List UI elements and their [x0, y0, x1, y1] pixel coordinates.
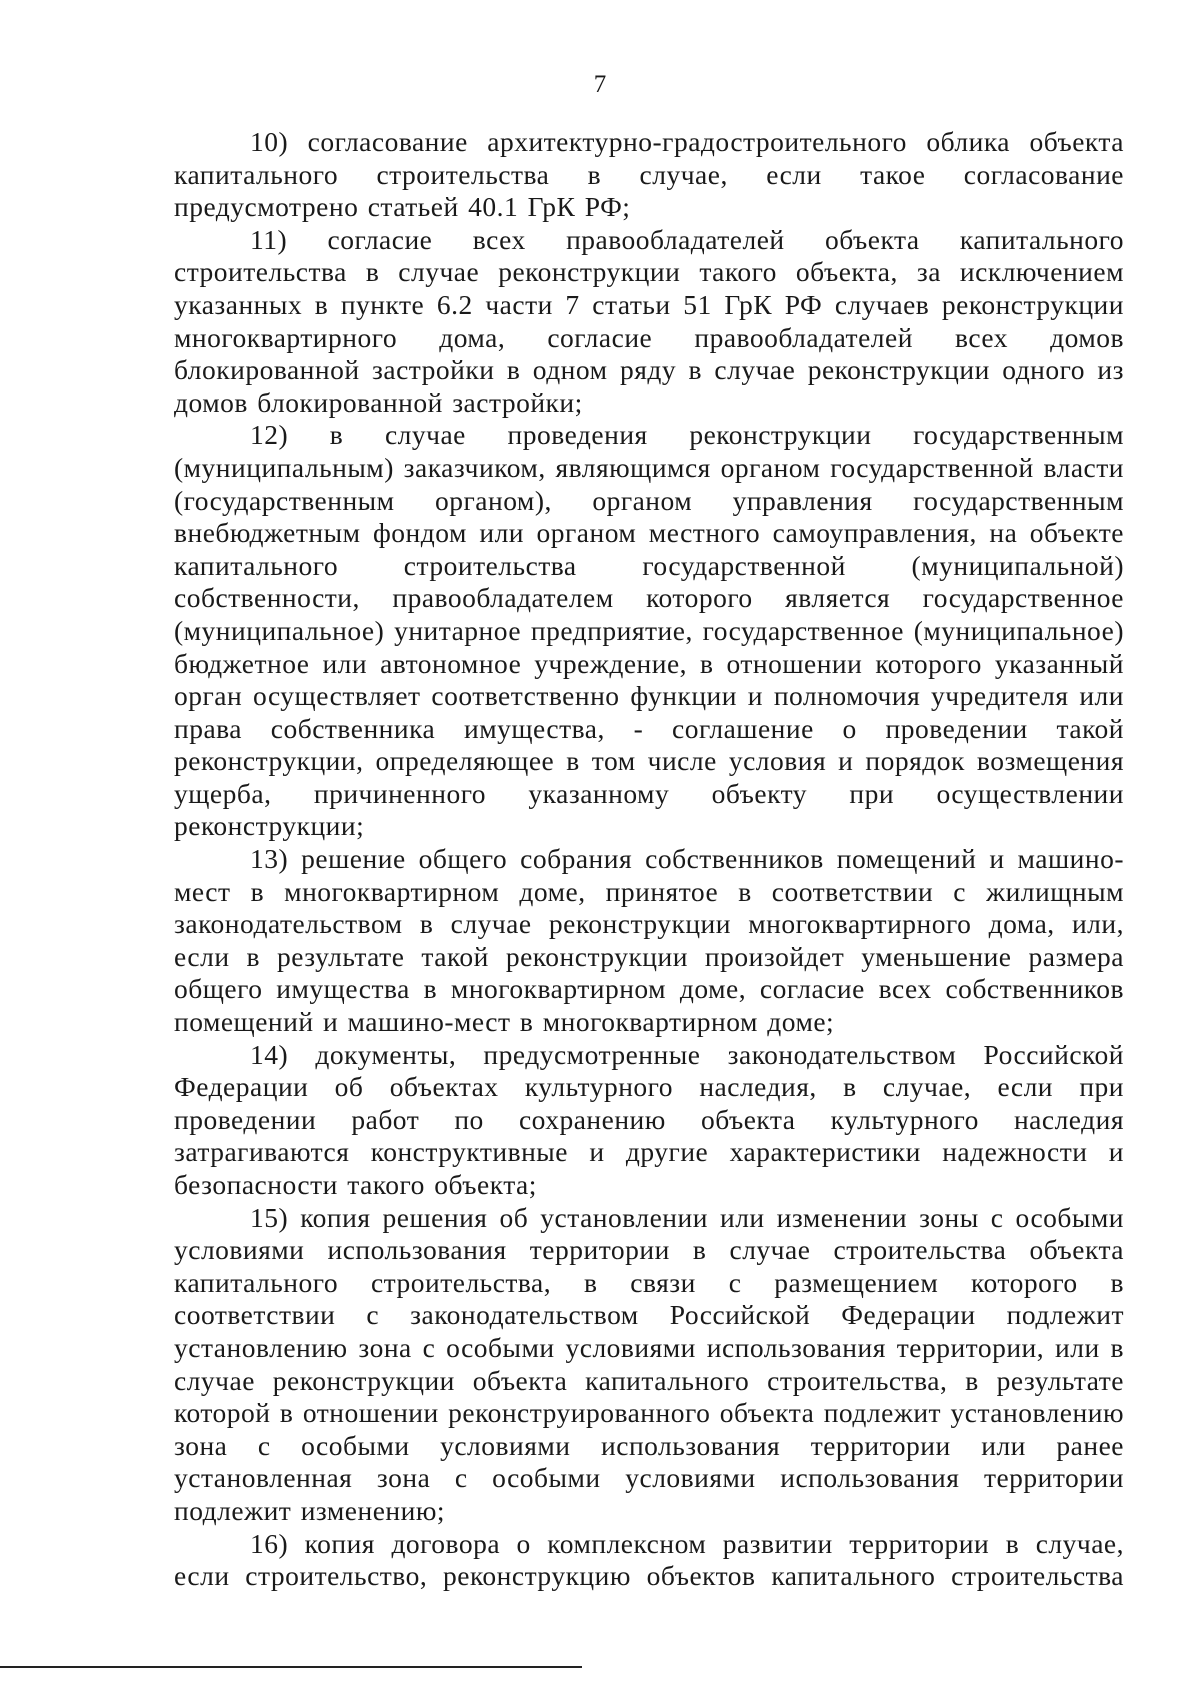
list-item-13: 13) решение общего собрания собственников помещений и машино-мест в многоквартирном доме, принятое в соответствии с жилищным законодательством в случае реконструкции многоквартирного дома, или, если в результате такой реконструкции произойдет уменьшение размера общего имущества в многоквартирном доме, согласие всех собственников помещений и машино-мест в многоквартирном доме;: [174, 843, 1124, 1038]
document-body: [174, 126, 1124, 1593]
list-item-15: 15) копия решения об установлении или изменении зоны с особыми условиями использования территории в случае строительства объекта капитального строительства, в связи с размещением которого в соответствии с законодательством Российской Федерации подлежит установлению зона с особыми условиями использования территории, или в случае реконструкции объекта капитального строительства, в результате которой в отношении реконструированного объекта подлежит установлению зона с особыми условиями использования территории или ранее установленная зона с особыми условиями использования территории подлежит изменению;: [174, 1201, 1124, 1526]
footer-rule: [0, 1666, 582, 1668]
list-item-16: 16) копия договора о комплексном развитии территории в случае, если строительство, реконструкцию объектов капитального строительства: [174, 1527, 1124, 1592]
list-item-10: 10) согласование архитектурно-градостроительного облика объекта капитального строительства в случае, если такое согласование предусмотрено статьей 40.1 ГрК РФ;: [174, 126, 1124, 223]
list-item-11: 11) согласие всех правообладателей объекта капитального строительства в случае реконструкции такого объекта, за исключением указанных в пункте 6.2 части 7 статьи 51 ГрК РФ случаев реконструкции многоквартирного дома, согласие правообладателей всех домов блокированной застройки в одном ряду в случае реконструкции одного из домов блокированной застройки;: [174, 223, 1124, 418]
list-item-14: 14) документы, предусмотренные законодательством Российской Федерации об объектах культурного наследия, в случае, если при проведении работ по сохранению объекта культурного наследия затрагиваются конструктивные и другие характеристики надежности и безопасности такого объекта;: [174, 1038, 1124, 1200]
page-number: 7: [593, 71, 607, 98]
list-item-12: 12) в случае проведения реконструкции государственным (муниципальным) заказчиком, являющимся органом государственной власти (государственным органом), органом управления государственным внебюджетным фондом или органом местного самоуправления, на объекте капитального строительства государственной (муниципальной) собственности, правообладателем которого является государственное (муниципальное) унитарное предприятие, государственное (муниципальное) бюджетное или автономное учреждение, в отношении которого указанный орган осуществляет соответственно функции и полномочия учредителя или права собственника имущества, - соглашение о проведении такой реконструкции, определяющее в том числе условия и порядок возмещения ущерба, причиненного указанному объекту при осуществлении реконструкции;: [174, 419, 1124, 842]
